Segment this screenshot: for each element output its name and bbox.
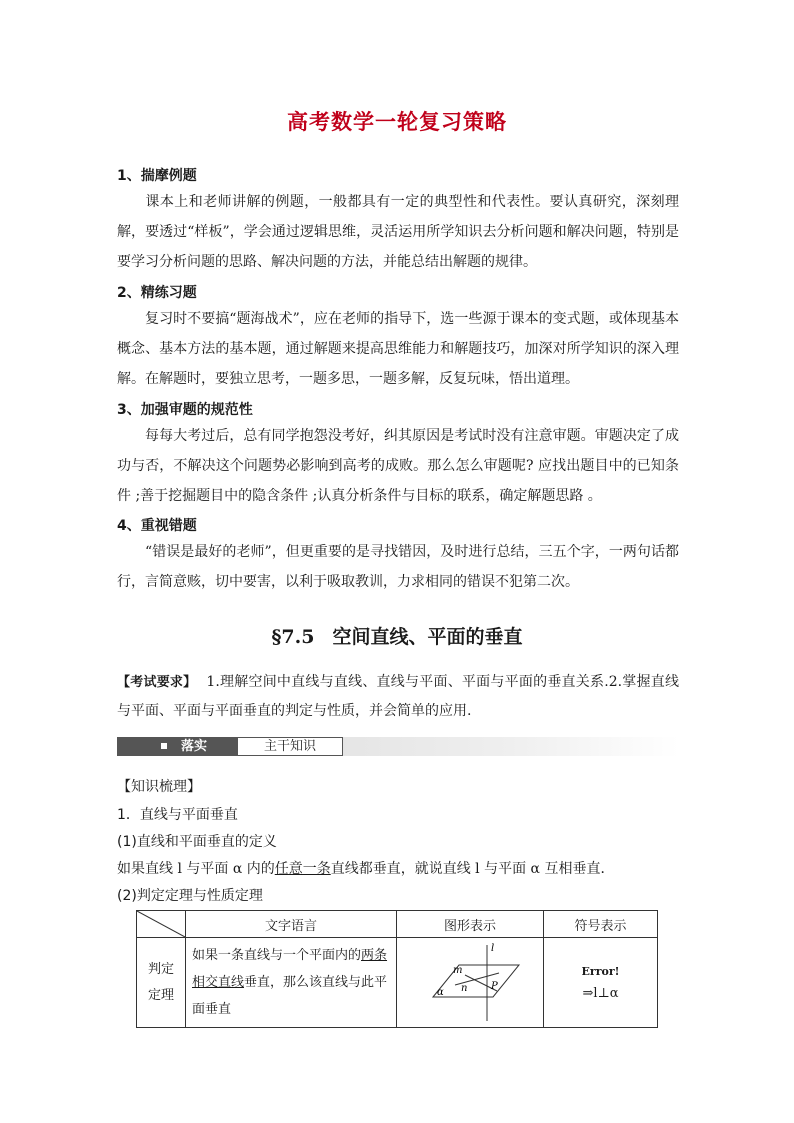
table-header-row <box>137 911 658 938</box>
theorem-text-b: 垂直，那么该直线与此平面垂直 <box>192 975 388 1017</box>
row-label <box>137 938 186 1028</box>
page-title: 高考数学一轮复习策略 <box>287 110 507 134</box>
label-l: l <box>491 942 495 954</box>
symbol-error: Error! <box>581 964 620 978</box>
definition-text-underlined: 任意一条 <box>274 861 331 877</box>
label-p: P <box>491 980 498 992</box>
row-figure-cell <box>397 938 544 1028</box>
section-body-1-text: 课本上和老师讲解的例题，一般都具有一定的典型性和代表性。要认真研究，深刻理解，要透过“样板”，学会通过逻辑思维，灵活运用所学知识去分析问题和解决问题，特别是要学习分析问题的思路、解决问题的方法，并能总结出解题的规律。 <box>117 194 679 270</box>
definition-title: (1)直线和平面垂直的定义 <box>117 834 277 850</box>
section-body-2 <box>117 304 679 394</box>
section-body-1 <box>117 187 679 277</box>
header-text-language: 文字语言 <box>186 911 397 938</box>
chapter-title: 空间直线、平面的垂直 <box>332 626 523 648</box>
theorem-text <box>186 938 396 1027</box>
header-symbol: 符号表示 <box>544 911 658 938</box>
symbol-result: ⇒l⊥α <box>582 985 619 1001</box>
corner-diagonal <box>137 911 185 937</box>
label-m: m <box>453 964 463 976</box>
section-body-4-text: “错误是最好的老师”，但更重要的是寻找错因，及时进行总结，三五个字，一两句话都行，言简意赅，切中要害，以利于吸取教训，力求相同的错误不犯第二次。 <box>117 544 679 590</box>
theorem-text-a: 如果一条直线与一个平面内的 <box>192 948 362 963</box>
section-body-2-text: 复习时不要搞“题海战术”，应在老师的指导下，选一些源于课本的变式题，或体现基本概念、基本方法的基本题，通过解题来提高思维能力和解题技巧，加深对所学知识的深入理解。在解题时，要独立思考，一题多思，一题多解，反复玩味，悟出道理。 <box>117 311 679 387</box>
section-body-4 <box>117 537 679 597</box>
banner-light: 主干知识 <box>237 737 343 756</box>
chapter-heading <box>0 622 794 649</box>
table-corner-cell <box>137 911 186 938</box>
section-heading-1: 1、揣摩例题 <box>117 168 197 184</box>
exam-requirements <box>117 668 679 726</box>
theorem-text-underlined: 两条相交直线 <box>192 948 388 990</box>
section-heading-2: 2、精练习题 <box>117 285 197 301</box>
theorem-table <box>136 910 658 1028</box>
plane-line-figure <box>397 939 543 1023</box>
definition-text-post: 直线都垂直，就说直线 l 与平面 α 互相垂直． <box>330 861 615 877</box>
section-heading-4: 4、重视错题 <box>117 518 197 534</box>
knowledge-tag: 【知识梳理】 <box>117 779 201 795</box>
exam-req-text: 1.理解空间中直线与直线、直线与平面、平面与平面的垂直关系.2.掌握直线与平面、平面与平面垂直的判定与性质，并会简单的应用. <box>117 674 679 719</box>
definition-text <box>117 858 614 878</box>
banner-dark-label: 落实 <box>181 739 208 754</box>
knowledge-item-1: 1．直线与平面垂直 <box>117 807 238 823</box>
table-row <box>137 938 658 1028</box>
section-banner <box>117 737 679 756</box>
definition-text-pre: 如果直线 l 与平面 α 内的 <box>117 861 275 877</box>
theorem-title: (2)判定定理与性质定理 <box>117 888 263 904</box>
chapter-number: §7.5 <box>271 626 315 648</box>
row-label-text: 判定定理 <box>147 961 174 1003</box>
section-heading-3: 3、加强审题的规范性 <box>117 402 253 418</box>
label-alpha: α <box>437 986 444 998</box>
section-body-3 <box>117 421 679 511</box>
section-body-3-text: 每每大考过后，总有同学抱怨没考好，纠其原因是考试时没有注意审题。审题决定了成功与否，不解决这个问题势必影响到高考的成败。那么怎么审题呢? 应找出题目中的已知条件 ;善于挖掘题目中的隐含条件 ;认真分析条件与目标的联系，确定解题思路 。 <box>117 428 679 504</box>
header-figure: 图形表示 <box>397 911 544 938</box>
row-symbol-cell <box>544 938 658 1028</box>
banner-dark <box>117 737 237 756</box>
exam-req-tag: 【考试要求】 <box>117 675 197 690</box>
row-text-cell <box>186 938 397 1028</box>
label-n: n <box>461 982 468 994</box>
banner-square-icon <box>161 743 167 749</box>
